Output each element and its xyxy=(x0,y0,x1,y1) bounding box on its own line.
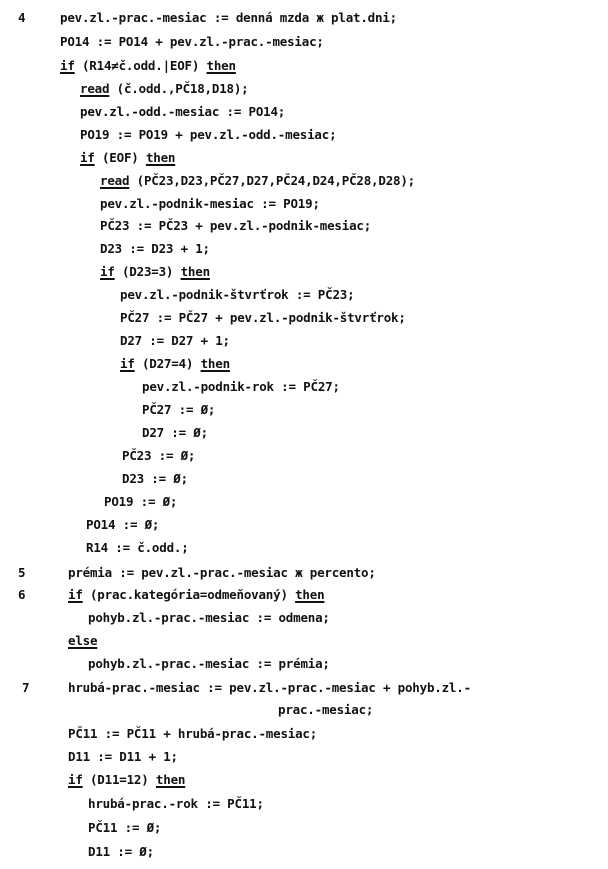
code-line: PČ27 := PČ27 + pev.zl.-podnik-štvrťrok; xyxy=(120,310,406,325)
condition: (D11=12) xyxy=(82,772,156,787)
step-number: 5 xyxy=(18,565,26,580)
step-number: 4 xyxy=(18,10,26,25)
code-line xyxy=(80,150,175,166)
code-line xyxy=(100,264,210,280)
condition: (prac.kategória=odmeňovaný) xyxy=(82,587,296,602)
code-line: PČ27 := Ø; xyxy=(142,402,216,417)
code-line: pohyb.zl.-prac.-mesiac := prémia; xyxy=(88,656,330,671)
keyword-then: then xyxy=(200,356,230,371)
code-line: PČ11 := Ø; xyxy=(88,820,162,835)
code-line: PO14 := Ø; xyxy=(86,517,160,532)
keyword-if: if xyxy=(80,150,95,165)
code-line: D11 := Ø; xyxy=(88,844,154,859)
keyword-then: then xyxy=(145,150,176,165)
code-line: D27 := D27 + 1; xyxy=(120,333,230,348)
keyword-read: read xyxy=(100,173,130,188)
code-line xyxy=(80,81,249,97)
condition: (R14≠č.odd.|EOF) xyxy=(74,58,207,73)
step-number: 6 xyxy=(18,587,26,602)
keyword-if: if xyxy=(100,264,115,279)
keyword-else: else xyxy=(68,633,98,648)
code-line: pev.zl.-podnik-mesiac := PO19; xyxy=(100,196,320,211)
code-line: hrubá-prac.-mesiac := pev.zl.-prac.-mesiac + pohyb.zl.- xyxy=(68,680,471,695)
code-line xyxy=(100,173,415,189)
condition: (EOF) xyxy=(94,150,146,165)
code-line: prac.-mesiac; xyxy=(278,702,374,717)
code-line: pev.zl.-prac.-mesiac := denná mzda ж plat.dni; xyxy=(60,10,397,25)
code-line: D11 := D11 + 1; xyxy=(68,749,178,764)
code-line: D23 := D23 + 1; xyxy=(100,241,210,256)
code-line: PO14 := PO14 + pev.zl.-prac.-mesiac; xyxy=(60,34,324,49)
read-args: (č.odd.,PČ18,D18); xyxy=(109,81,249,96)
code-line: hrubá-prac.-rok := PČ11; xyxy=(88,796,264,811)
keyword-if: if xyxy=(68,587,83,602)
step-number: 7 xyxy=(22,680,30,695)
code-line: pev.zl.-podnik-štvrťrok := PČ23; xyxy=(120,287,355,302)
keyword-then: then xyxy=(155,772,186,787)
condition: (D27=4) xyxy=(134,356,201,371)
code-line: PO19 := PO19 + pev.zl.-odd.-mesiac; xyxy=(80,127,337,142)
keyword-read: read xyxy=(80,81,110,96)
keyword-if: if xyxy=(120,356,135,371)
keyword-if: if xyxy=(60,58,75,73)
code-line: pev.zl.-podnik-rok := PČ27; xyxy=(142,379,340,394)
code-line xyxy=(120,356,230,372)
code-line: R14 := č.odd.; xyxy=(86,540,189,555)
code-line xyxy=(60,58,236,74)
keyword-then: then xyxy=(206,58,236,73)
keyword-then: then xyxy=(180,264,210,279)
code-line: D23 := Ø; xyxy=(122,471,188,486)
condition: (D23=3) xyxy=(114,264,181,279)
code-line: PČ23 := Ø; xyxy=(122,448,196,463)
keyword-then: then xyxy=(295,587,325,602)
keyword-if: if xyxy=(68,772,83,787)
code-line: D27 := Ø; xyxy=(142,425,208,440)
code-line: pev.zl.-odd.-mesiac := PO14; xyxy=(80,104,286,119)
code-line xyxy=(68,772,185,788)
read-args: (PČ23,D23,PČ27,D27,PČ24,D24,PČ28,D28); xyxy=(129,173,416,188)
code-line xyxy=(68,633,97,649)
code-line: PO19 := Ø; xyxy=(104,494,178,509)
code-line: prémia := pev.zl.-prac.-mesiac ж percento; xyxy=(68,565,376,580)
code-line: PČ23 := PČ23 + pev.zl.-podnik-mesiac; xyxy=(100,218,372,233)
code-line: PČ11 := PČ11 + hrubá-prac.-mesiac; xyxy=(68,726,318,741)
code-line: pohyb.zl.-prac.-mesiac := odmena; xyxy=(88,610,330,625)
code-line xyxy=(68,587,324,603)
